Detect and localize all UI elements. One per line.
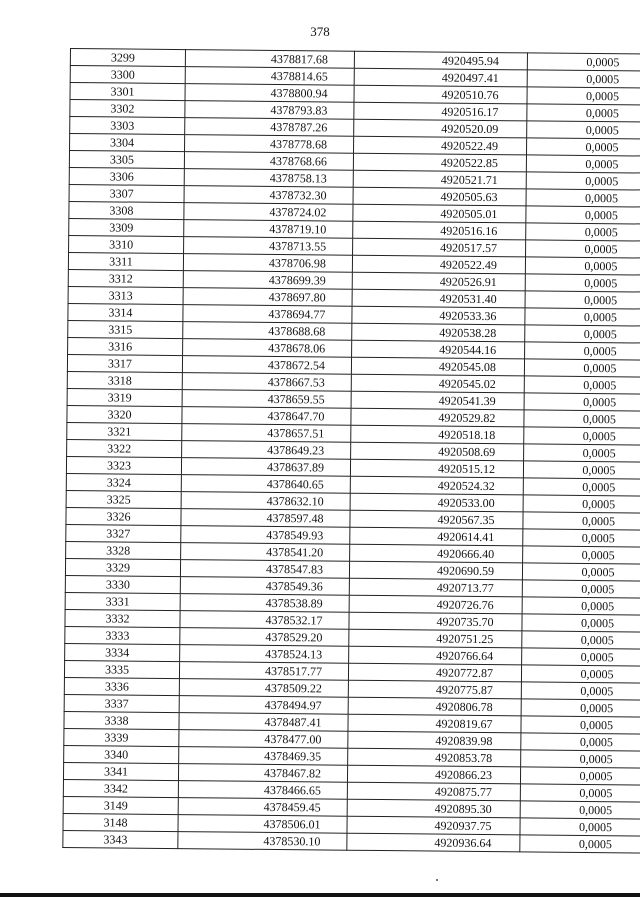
y-coordinate-cell: 4920819.67 [348,714,521,733]
accuracy-cell: 0,0005 [521,699,640,718]
x-coordinate-cell: 4378793.83 [185,101,354,120]
point-number-cell: 3324 [66,473,181,491]
y-coordinate-cell: 4920839.98 [348,731,521,750]
accuracy-cell: 0,0005 [526,206,640,225]
accuracy-cell: 0,0005 [520,767,640,786]
point-number-cell: 3308 [69,201,184,219]
point-number-cell: 3332 [65,609,180,627]
y-coordinate-cell: 4920533.36 [352,306,525,325]
accuracy-cell: 0,0005 [526,172,640,191]
accuracy-cell: 0,0005 [525,257,640,276]
accuracy-cell: 0,0005 [525,342,640,361]
x-coordinate-cell: 4378678.06 [183,339,352,358]
x-coordinate-cell: 4378529.20 [180,628,349,647]
accuracy-cell: 0,0005 [520,818,640,837]
accuracy-cell: 0,0005 [525,274,640,293]
y-coordinate-cell: 4920866.23 [347,765,520,784]
x-coordinate-cell: 4378541.20 [181,543,350,562]
accuracy-cell: 0,0005 [525,291,640,310]
page-number: 378 [310,24,330,39]
y-coordinate-cell: 4920508.69 [351,442,524,461]
point-number-cell: 3328 [66,541,181,559]
y-coordinate-cell: 4920775.87 [348,680,521,699]
accuracy-cell: 0,0005 [522,563,640,582]
y-coordinate-cell: 4920495.94 [354,51,527,70]
point-number-cell: 3334 [65,643,180,661]
x-coordinate-cell: 4378787.26 [185,118,354,137]
accuracy-cell: 0,0005 [526,189,640,208]
y-coordinate-cell: 4920545.02 [351,374,524,393]
y-coordinate-cell: 4920510.76 [354,85,527,104]
y-coordinate-cell: 4920538.28 [352,323,525,342]
x-coordinate-cell: 4378494.97 [179,696,348,715]
x-coordinate-cell: 4378667.53 [182,373,351,392]
y-coordinate-cell: 4920541.39 [351,391,524,410]
x-coordinate-cell: 4378817.68 [185,50,354,69]
accuracy-cell: 0,0005 [527,87,640,106]
y-coordinate-cell: 4920524.32 [350,476,523,495]
point-number-cell: 3322 [67,439,182,457]
x-coordinate-cell: 4378719.10 [184,220,353,239]
x-coordinate-cell: 4378459.45 [178,798,347,817]
point-number-cell: 3342 [63,779,178,797]
y-coordinate-cell: 4920766.64 [349,646,522,665]
y-coordinate-cell: 4920526.91 [352,272,525,291]
point-number-cell: 3313 [68,286,183,304]
x-coordinate-cell: 4378647.70 [182,407,351,426]
point-number-cell: 3318 [67,371,182,389]
point-number-cell: 3300 [70,66,185,84]
accuracy-cell: 0,0005 [527,121,640,140]
point-number-cell: 3337 [64,694,179,712]
y-coordinate-cell: 4920735.70 [349,612,522,631]
accuracy-cell: 0,0005 [521,733,640,752]
y-coordinate-cell: 4920544.16 [352,340,525,359]
point-number-cell: 3149 [63,796,178,814]
x-coordinate-cell: 4378477.00 [179,730,348,749]
y-coordinate-cell: 4920772.87 [348,663,521,682]
point-number-cell: 3338 [64,711,179,729]
x-coordinate-cell: 4378732.30 [184,186,353,205]
x-coordinate-cell: 4378549.36 [180,577,349,596]
x-coordinate-cell: 4378640.65 [181,475,350,494]
point-number-cell: 3314 [68,303,183,321]
y-coordinate-cell: 4920521.71 [353,170,526,189]
point-number-cell: 3343 [63,830,178,848]
y-coordinate-cell: 4920806.78 [348,697,521,716]
accuracy-cell: 0,0005 [527,53,640,72]
point-number-cell: 3306 [69,167,184,185]
x-coordinate-cell: 4378768.66 [184,152,353,171]
x-coordinate-cell: 4378778.68 [185,135,354,154]
accuracy-cell: 0,0005 [523,495,640,514]
point-number-cell: 3304 [70,134,185,152]
y-coordinate-cell: 4920533.00 [350,493,523,512]
x-coordinate-cell: 4378672.54 [182,356,351,375]
accuracy-cell: 0,0005 [520,784,640,803]
scan-artifact [436,879,438,881]
point-number-cell: 3311 [68,252,183,270]
y-coordinate-cell: 4920666.40 [350,544,523,563]
x-coordinate-cell: 4378699.39 [183,271,352,290]
x-coordinate-cell: 4378713.55 [184,237,353,256]
point-number-cell: 3341 [63,762,178,780]
accuracy-cell: 0,0005 [526,240,640,259]
y-coordinate-cell: 4920545.08 [351,357,524,376]
x-coordinate-cell: 4378637.89 [181,458,350,477]
accuracy-cell: 0,0005 [523,512,640,531]
y-coordinate-cell: 4920505.01 [353,204,526,223]
y-coordinate-cell: 4920520.09 [354,119,527,138]
point-number-cell: 3317 [67,354,182,372]
accuracy-cell: 0,0005 [520,835,640,854]
y-coordinate-cell: 4920726.76 [349,595,522,614]
y-coordinate-cell: 4920522.49 [354,136,527,155]
y-coordinate-cell: 4920936.64 [347,833,520,852]
accuracy-cell: 0,0005 [522,648,640,667]
x-coordinate-cell: 4378506.01 [178,815,347,834]
accuracy-cell: 0,0005 [521,750,640,769]
x-coordinate-cell: 4378659.55 [182,390,351,409]
accuracy-cell: 0,0005 [524,427,640,446]
y-coordinate-cell: 4920690.59 [349,561,522,580]
point-number-cell: 3333 [65,626,180,644]
coordinates-table-wrapper [62,48,620,853]
x-coordinate-cell: 4378538.89 [180,594,349,613]
x-coordinate-cell: 4378697.80 [183,288,352,307]
x-coordinate-cell: 4378509.22 [179,679,348,698]
point-number-cell: 3340 [64,745,179,763]
point-number-cell: 3302 [70,100,185,118]
point-number-cell: 3303 [70,117,185,135]
accuracy-cell: 0,0005 [524,376,640,395]
accuracy-cell: 0,0005 [521,665,640,684]
point-number-cell: 3327 [66,524,181,542]
accuracy-cell: 0,0005 [522,631,640,650]
x-coordinate-cell: 4378706.98 [183,254,352,273]
coordinates-table [62,48,640,854]
point-number-cell: 3326 [66,507,181,525]
accuracy-cell: 0,0005 [521,682,640,701]
accuracy-cell: 0,0005 [522,580,640,599]
y-coordinate-cell: 4920751.25 [349,629,522,648]
y-coordinate-cell: 4920505.63 [353,187,526,206]
y-coordinate-cell: 4920895.30 [347,799,520,818]
accuracy-cell: 0,0005 [526,138,640,157]
x-coordinate-cell: 4378517.77 [179,662,348,681]
y-coordinate-cell: 4920529.82 [351,408,524,427]
y-coordinate-cell: 4920713.77 [349,578,522,597]
x-coordinate-cell: 4378469.35 [179,747,348,766]
x-coordinate-cell: 4378530.10 [178,832,347,851]
accuracy-cell: 0,0005 [522,597,640,616]
accuracy-cell: 0,0005 [524,359,640,378]
y-coordinate-cell: 4920875.77 [347,782,520,801]
x-coordinate-cell: 4378597.48 [181,509,350,528]
point-number-cell: 3310 [69,235,184,253]
accuracy-cell: 0,0005 [527,70,640,89]
x-coordinate-cell: 4378524.13 [180,645,349,664]
x-coordinate-cell: 4378694.77 [183,305,352,324]
y-coordinate-cell: 4920853.78 [348,748,521,767]
x-coordinate-cell: 4378800.94 [185,84,354,103]
point-number-cell: 3148 [63,813,178,831]
x-coordinate-cell: 4378549.93 [181,526,350,545]
coordinates-table-body [63,49,640,854]
point-number-cell: 3312 [68,269,183,287]
y-coordinate-cell: 4920516.16 [353,221,526,240]
point-number-cell: 3336 [64,677,179,695]
accuracy-cell: 0,0005 [523,478,640,497]
point-number-cell: 3323 [66,456,181,474]
point-number-cell: 3301 [70,83,185,101]
accuracy-cell: 0,0005 [521,716,640,735]
accuracy-cell: 0,0005 [525,308,640,327]
point-number-cell: 3321 [67,422,182,440]
point-number-cell: 3316 [68,337,183,355]
accuracy-cell: 0,0005 [522,614,640,633]
accuracy-cell: 0,0005 [523,546,640,565]
x-coordinate-cell: 4378632.10 [181,492,350,511]
y-coordinate-cell: 4920522.85 [353,153,526,172]
page-bottom-edge [0,893,640,897]
x-coordinate-cell: 4378466.65 [178,781,347,800]
point-number-cell: 3320 [67,405,182,423]
accuracy-cell: 0,0005 [525,325,640,344]
y-coordinate-cell: 4920515.12 [350,459,523,478]
y-coordinate-cell: 4920937.75 [347,816,520,835]
point-number-cell: 3325 [66,490,181,508]
y-coordinate-cell: 4920516.17 [354,102,527,121]
x-coordinate-cell: 4378657.51 [182,424,351,443]
accuracy-cell: 0,0005 [524,410,640,429]
accuracy-cell: 0,0005 [526,223,640,242]
x-coordinate-cell: 4378814.65 [185,67,354,86]
point-number-cell: 3319 [67,388,182,406]
y-coordinate-cell: 4920531.40 [352,289,525,308]
point-number-cell: 3305 [69,151,184,169]
accuracy-cell: 0,0005 [520,801,640,820]
x-coordinate-cell: 4378487.41 [179,713,348,732]
point-number-cell: 3307 [69,184,184,202]
point-number-cell: 3335 [64,660,179,678]
accuracy-cell: 0,0005 [523,529,640,548]
accuracy-cell: 0,0005 [526,155,640,174]
point-number-cell: 3309 [69,218,184,236]
point-number-cell: 3330 [65,575,180,593]
x-coordinate-cell: 4378547.83 [180,560,349,579]
x-coordinate-cell: 4378649.23 [182,441,351,460]
point-number-cell: 3339 [64,728,179,746]
x-coordinate-cell: 4378467.82 [178,764,347,783]
y-coordinate-cell: 4920518.18 [351,425,524,444]
y-coordinate-cell: 4920522.49 [352,255,525,274]
x-coordinate-cell: 4378724.02 [184,203,353,222]
point-number-cell: 3299 [70,49,185,67]
x-coordinate-cell: 4378532.17 [180,611,349,630]
point-number-cell: 3315 [68,320,183,338]
point-number-cell: 3329 [65,558,180,576]
accuracy-cell: 0,0005 [527,104,640,123]
accuracy-cell: 0,0005 [524,393,640,412]
y-coordinate-cell: 4920567.35 [350,510,523,529]
point-number-cell: 3331 [65,592,180,610]
accuracy-cell: 0,0005 [524,444,640,463]
y-coordinate-cell: 4920497.41 [354,68,527,87]
y-coordinate-cell: 4920614.41 [350,527,523,546]
accuracy-cell: 0,0005 [523,461,640,480]
x-coordinate-cell: 4378688.68 [183,322,352,341]
y-coordinate-cell: 4920517.57 [353,238,526,257]
x-coordinate-cell: 4378758.13 [184,169,353,188]
